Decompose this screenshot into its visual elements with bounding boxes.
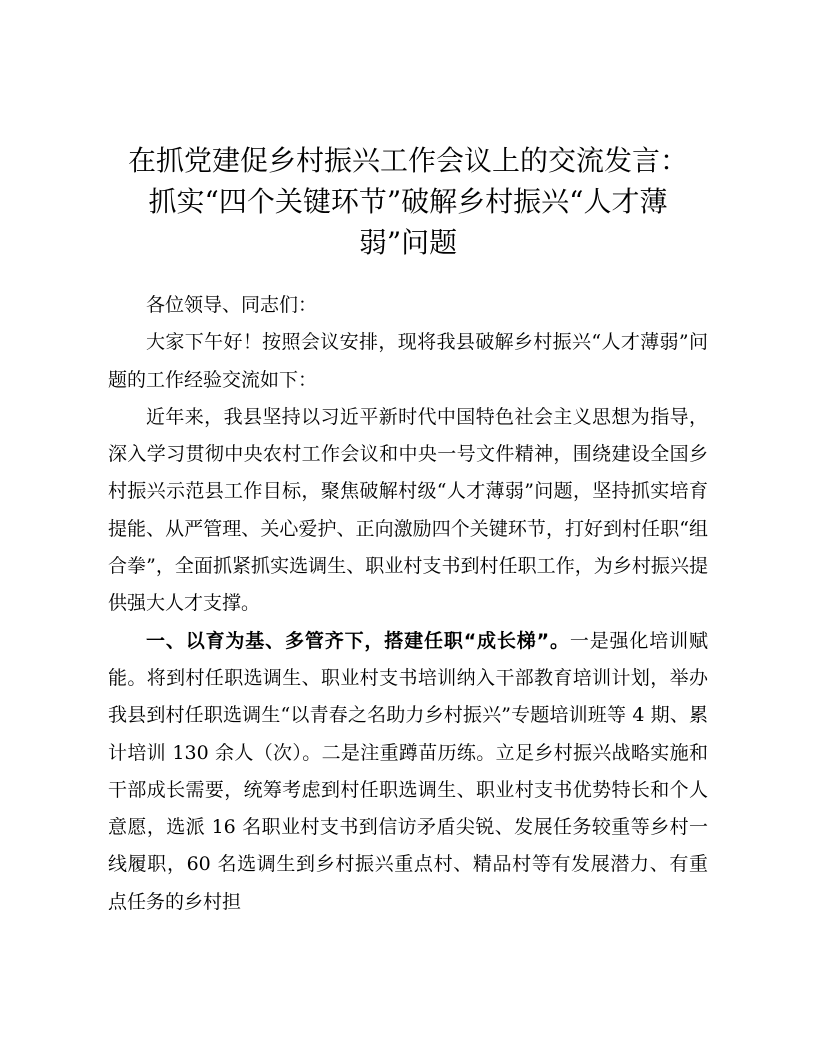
section-1-heading: 一、以育为基、多管齐下，搭建任职“成长梯”。 <box>146 629 570 652</box>
title-line-3: 弱”问题 <box>358 226 458 259</box>
document-body <box>108 287 708 921</box>
title-line-2: 抓实“四个关键环节”破解乡村振兴“人才薄 <box>148 185 668 218</box>
salutation: 各位领导、同志们： <box>146 294 318 316</box>
opening-paragraph: 大家下午好！按照会议安排，现将我县破解乡村振兴“人才薄弱”问题的工作经验交流如下： <box>108 331 708 391</box>
section-1-text: 一是强化培训赋能。将到村任职选调生、职业村支书培训纳入干部教育培训计划，举办我县到村任职选调生“以青春之名助力乡村振兴”专题培训班等 4 期、累计培训 130 余人（次）。二是注重蹲苗历练。立足乡村振兴战略实施和干部成长需要，统筹考虑到村任职选调生、职业村支书优势特长和个人意愿，选派 16 名职业村支书到信访矛盾尖锐、发展任务较重等乡村一线履职，60 名选调生到乡村振兴重点村、精品村等有发展潜力、有重点任务的乡村担 <box>108 629 708 913</box>
title-line-1: 在抓党建促乡村振兴工作会议上的交流发言： <box>127 144 688 177</box>
section-1-paragraph <box>108 623 708 921</box>
background-paragraph: 近年来，我县坚持以习近平新时代中国特色社会主义思想为指导，深入学习贯彻中央农村工作会议和中央一号文件精神，围绕建设全国乡村振兴示范县工作目标，聚焦破解村级“人才薄弱”问题，坚持抓实培育提能、从严管理、关心爱护、正向激励四个关键环节，打好到村任职“组合拳”，全面抓紧抓实选调生、职业村支书到村任职工作，为乡村振兴提供强大人才支撑。 <box>108 405 708 615</box>
document-title <box>108 140 708 263</box>
